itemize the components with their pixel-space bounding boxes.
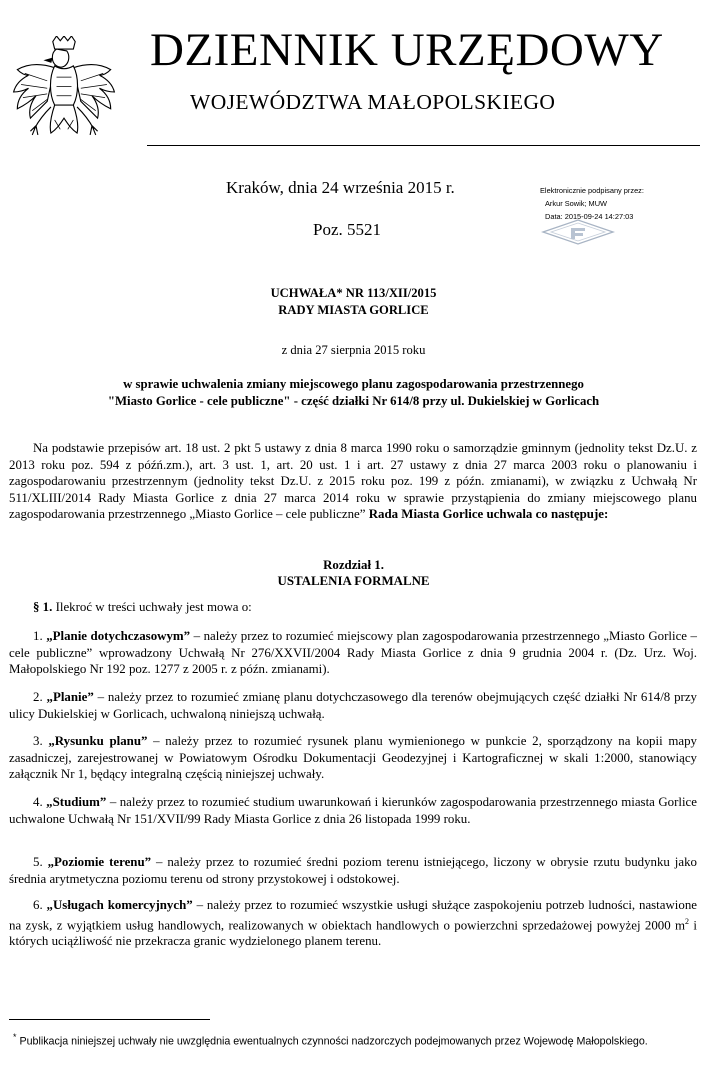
- definition-term: „Planie”: [46, 690, 94, 704]
- signature-line-2: Arkur Sowik; MUW: [545, 199, 608, 208]
- definition-term: „Usługach komercyjnych”: [46, 898, 193, 912]
- definition-term: „Studium”: [46, 795, 107, 809]
- definition-number: 5.: [33, 855, 43, 869]
- definition-paragraph: [9, 794, 697, 827]
- superscript: 2: [685, 916, 690, 926]
- signature-line-1: Elektronicznie podpisany przez:: [540, 186, 644, 195]
- definition-paragraph: [9, 689, 697, 722]
- journal-title: DZIENNIK URZĘDOWY: [150, 24, 664, 76]
- definition-number: 2.: [33, 690, 43, 704]
- definition-text: – należy przez to rozumieć rysunek planu wymienionego w punkcie 2, sporządzony na kopii mapy zasadniczej, zarejestrowanej w Powiatowym Ośrodku Dokumentacji Geodezyjnej i Kartograficznej w skali 1:2000, stanowiący załącznik Nr 1, będący integralną częścią niniejszej uchwały.: [9, 734, 697, 782]
- resolution-subject-line-1: w sprawie uchwalenia zmiany miejscowego planu zagospodarowania przestrzennego: [123, 377, 584, 391]
- journal-subtitle: WOJEWÓDZTWA MAŁOPOLSKIEGO: [190, 90, 556, 114]
- preamble-bold-text: Rada Miasta Gorlice uchwala co następuje:: [368, 507, 609, 522]
- definition-text: – należy przez to rozumieć studium uwarunkowań i kierunków zagospodarowania przestrzennego miasta Gorlice uchwalone Uchwałą Nr 151/XVII/99 Rady Miasta Gorlice z dnia 26 listopada 1999 roku.: [9, 795, 697, 826]
- section-intro-text: Ilekroć w treści uchwały jest mowa o:: [52, 600, 252, 614]
- definition-number: 6.: [33, 898, 43, 912]
- definition-text: – należy przez to rozumieć zmianę planu dotychczasowego dla terenów obejmujących część działki Nr 614/8 przy ulicy Dukielskiej w Gorlicach, uchwaloną niniejszą uchwałą.: [9, 690, 697, 721]
- place-and-date: Kraków, dnia 24 września 2015 r.: [226, 178, 455, 197]
- footnote: [9, 1030, 697, 1050]
- footnote-text: Publikacja niniejszej uchwały nie uwzględnia ewentualnych czynności nadzorczych podejmowanych przez Wojewodę Małopolskiego.: [16, 1035, 648, 1048]
- electronic-signature-block: [540, 184, 700, 223]
- definition-text: – należy przez to rozumieć miejscowy plan zagospodarowania przestrzennego „Miasto Gorlice – cele publiczne” wprowadzony Uchwałą Nr 276/XXVII/2004 Rady Miasta Gorlice z dnia 9 grudnia 2004 r. (Dz. Urz. Woj. Małopolskiego Nr 192 poz. 1277 z 2005 r. z późn. zmianami).: [9, 629, 697, 677]
- definition-number: 3.: [33, 734, 43, 748]
- definition-term: „Poziomie terenu”: [47, 855, 152, 869]
- definition-text: – należy przez to rozumieć wszystkie usługi służące zaspokojeniu potrzeb ludności, nastawione na zysk, z wyjątkiem usług handlowych, realizowanych w obiektach handlowych o powierzchni sprzedażowej powyżej 2000 m: [9, 898, 697, 932]
- definition-text: – należy przez to rozumieć średni poziom terenu istniejącego, liczony w obrysie rzutu budynku jako średnia arytmetyczna poziomu terenu od strony przystokowej i odstokowej.: [9, 855, 697, 886]
- preamble-text: Na podstawie przepisów art. 18 ust. 2 pkt 5 ustawy z dnia 8 marca 1990 roku o samorządzie gminnym (jednolity tekst Dz.U. z 2013 roku poz. 594 z późń.zm.), art. 3 ust. 1, art. 20 ust. 1 i art. 27 ustawy z dnia 27 marca 2003 roku o planowaniu i zagospodarowaniu przestrzennym (jednolity tekst Dz.U. z 2015 roku poz. 199 z późn. zmianami), w związku z Uchwałą Nr 511/XLIII/2014 Rady Miasta Gorlice z dnia 27 marca 2014 roku w sprawie przystąpienia do zmiany miejscowego planu zagospodarowania przestrzennego „Miasto Gorlice – cele publiczne”: [9, 441, 697, 522]
- signature-line-3: Data: 2015-09-24 14:27:03: [545, 212, 634, 221]
- resolution-date: z dnia 27 sierpnia 2015 roku: [281, 343, 426, 357]
- preamble-paragraph: [9, 440, 697, 523]
- footnote-body: [9, 1030, 697, 1050]
- definition-number: 4.: [33, 795, 43, 809]
- section-label: § 1.: [33, 600, 53, 614]
- header-divider: [147, 145, 700, 146]
- footnote-divider: [9, 1019, 210, 1020]
- resolution-subject-line-2: "Miasto Gorlice - cele publiczne" - część działki Nr 614/8 przy ul. Dukielskiej w Gorlicach: [107, 394, 600, 408]
- chapter-title: USTALENIA FORMALNE: [277, 574, 430, 588]
- resolution-number: UCHWAŁA* NR 113/XII/2015: [270, 286, 437, 300]
- definition-paragraph: [9, 733, 697, 783]
- definition-paragraph: [9, 628, 697, 678]
- section-intro-paragraph: [9, 599, 697, 616]
- definition-paragraph: [9, 897, 697, 950]
- resolution-council: RADY MIASTA GORLICE: [278, 303, 429, 317]
- chapter-number: Rozdział 1.: [323, 558, 384, 572]
- definition-term: „Planie dotychczasowym”: [46, 629, 191, 643]
- definition-text-tail: i których uciążliwość nie przekracza granic wydzielonego planem terenu.: [9, 917, 697, 949]
- polish-eagle-emblem-icon: [8, 36, 120, 148]
- position-number: Poz. 5521: [313, 220, 381, 239]
- definition-number: 1.: [33, 629, 43, 643]
- definition-term: „Rysunku planu”: [48, 734, 148, 748]
- definition-paragraph: [9, 854, 697, 887]
- footnote-marker: *: [13, 1032, 17, 1042]
- signature-stamp-icon: [541, 219, 615, 245]
